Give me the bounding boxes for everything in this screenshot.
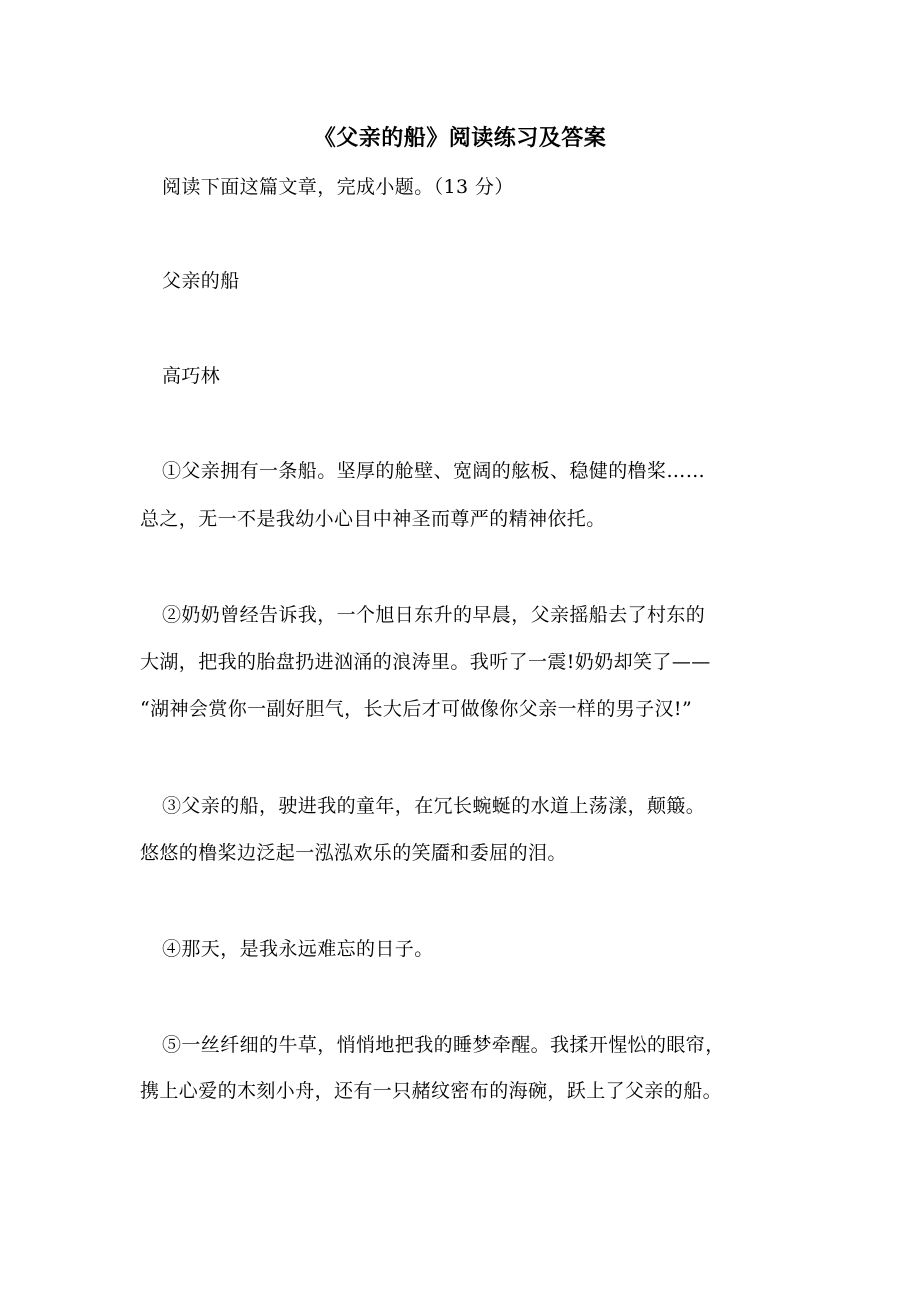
instruction-text: 阅读下面这篇文章，完成小题。（13 分） <box>162 176 514 198</box>
article-title: 父亲的船 <box>162 270 240 292</box>
paragraph-line: 携上心爱的木刻小舟，还有一只赭纹密布的海碗，跃上了父亲的船。 <box>140 1080 723 1102</box>
paragraph-line: 悠悠的橹桨边泛起一泓泓欢乐的笑靥和委屈的泪。 <box>140 842 567 864</box>
paragraph-line: ②奶奶曾经告诉我，一个旭日东升的早晨，父亲摇船去了村东的 <box>162 604 706 626</box>
paragraph-line: 总之，无一不是我幼小心目中神圣而尊严的精神依托。 <box>140 508 606 530</box>
paragraph-line: ⑤一丝纤细的牛草，悄悄地把我的睡梦牵醒。我揉开惺忪的眼帘， <box>162 1034 725 1056</box>
paragraph-line: ④那天，是我永远难忘的日子。 <box>162 938 434 960</box>
paragraph-line: ③父亲的船，驶进我的童年，在冗长蜿蜒的水道上荡漾，颠簸。 <box>162 795 706 817</box>
paragraph-line: 大湖，把我的胎盘扔进汹涌的浪涛里。我听了一震!奶奶却笑了—— <box>140 651 711 673</box>
article-author: 高巧林 <box>162 365 221 387</box>
document-title: 《父亲的船》阅读练习及答案 <box>313 125 607 151</box>
paragraph-line: ①父亲拥有一条船。坚厚的舱壁、宽阔的舷板、稳健的橹桨…… <box>162 460 706 482</box>
paragraph-line: “湖神会赏你一副好胆气，长大后才可做像你父亲一样的男子汉!” <box>140 698 693 720</box>
